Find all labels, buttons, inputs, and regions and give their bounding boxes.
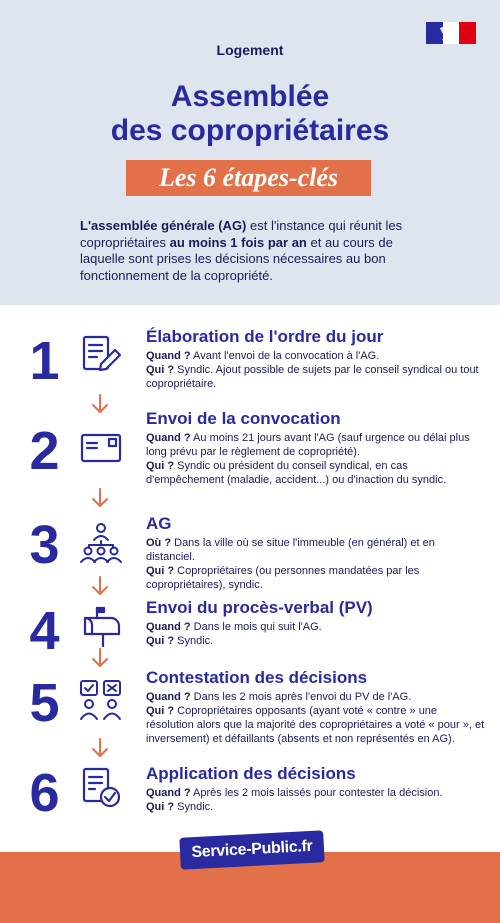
intro-bold-1: L'assemblée générale (AG): [80, 218, 247, 233]
arrow-down-icon: [91, 394, 109, 414]
step-1-who: [146, 363, 486, 391]
title-line-1: Assemblée: [170, 80, 330, 113]
step-3-who: [146, 564, 486, 592]
step-6-title: Application des décisions: [146, 764, 356, 783]
step-3-where-text: Dans la ville où se situe l'immeuble (en général) et en distanciel.: [146, 537, 435, 563]
step-3-where: [146, 536, 486, 564]
step-2-who: [146, 459, 486, 487]
step-6-who-label: Qui ?: [146, 801, 175, 813]
arrow-down-icon: [91, 488, 109, 508]
step-1-title: Élaboration de l'ordre du jour: [146, 327, 384, 346]
step-2-when-label: Quand ?: [146, 432, 191, 444]
step-3: [146, 514, 486, 592]
page-title: [0, 80, 500, 148]
step-1-when: [146, 349, 486, 363]
step-2-number: 2: [29, 421, 60, 481]
step-1-when-text: Avant l'envoi de la convocation à l'AG.: [190, 350, 380, 362]
step-5-when-label: Quand ?: [146, 691, 191, 703]
step-5-when-text: Dans les 2 mois après l'envoi du PV de l'AG.: [190, 691, 412, 703]
step-1-who-label: Qui ?: [146, 364, 175, 376]
step-5-who: [146, 704, 486, 746]
document-pencil-icon: [79, 334, 123, 378]
step-2-when-text: Au moins 21 jours avant l'AG (sauf urgence ou délai plus long prévu par le règlement de copropriété).: [146, 432, 470, 458]
title-line-2: des copropriétaires: [110, 114, 390, 147]
step-2-who-label: Qui ?: [146, 460, 175, 472]
step-3-who-label: Qui ?: [146, 565, 175, 577]
intro-text-2: et au cours de laquelle sont prises les décisions nécessaires au bon fonctionnement de la copropriété.: [80, 234, 393, 283]
step-1: [146, 327, 486, 391]
step-4-when-label: Quand ?: [146, 621, 191, 633]
step-6-when: [146, 786, 486, 800]
step-6-when-label: Quand ?: [146, 787, 191, 799]
group-people-icon: [79, 520, 123, 564]
step-3-number: 3: [29, 515, 60, 575]
mailbox-icon: [79, 604, 123, 648]
step-5: [146, 668, 486, 746]
step-5-who-label: Qui ?: [146, 705, 175, 717]
step-6-who-text: Syndic.: [174, 801, 214, 813]
step-5-when: [146, 690, 486, 704]
step-5-who-text: Copropriétaires opposants (ayant voté « contre » une résolution alors que la majorité des copropriétaires a voté « pour », et inversement) et défaillants (absents et non représentés en AG).: [146, 705, 485, 745]
step-1-number: 1: [29, 331, 60, 391]
french-republic-logo: [426, 22, 476, 44]
step-4: [146, 598, 486, 648]
arrow-down-icon: [91, 738, 109, 758]
intro-text-1: est l'instance qui réunit les copropriétaires: [80, 218, 403, 250]
step-4-who-label: Qui ?: [146, 635, 175, 647]
step-4-when: [146, 620, 486, 634]
document-check-icon: [79, 766, 123, 810]
step-2-title: Envoi de la convocation: [146, 409, 341, 428]
step-4-who-text: Syndic.: [174, 635, 214, 647]
vote-dispute-icon: [79, 678, 123, 722]
step-1-who-text: Syndic. Ajout possible de sujets par le conseil syndical ou tout copropriétaire.: [146, 364, 479, 390]
step-4-number: 4: [29, 601, 60, 661]
subtitle-banner: Les 6 étapes-clés: [126, 160, 371, 196]
step-2: [146, 409, 486, 487]
step-3-where-label: Où ?: [146, 537, 172, 549]
step-1-when-label: Quand ?: [146, 350, 191, 362]
step-6-who: [146, 800, 486, 814]
intro-paragraph: [80, 218, 420, 284]
arrow-down-icon: [91, 576, 109, 596]
step-3-who-text: Copropriétaires (ou personnes mandatées par les copropriétaires), syndic.: [146, 565, 420, 591]
step-5-number: 5: [29, 673, 60, 733]
step-5-title: Contestation des décisions: [146, 668, 368, 687]
category-label: Logement: [216, 42, 284, 58]
step-3-title: AG: [146, 514, 172, 533]
envelope-icon: [79, 426, 123, 470]
step-2-who-text: Syndic ou président du conseil syndical, en cas d'empêchement (maladie, accident...) ou d'inaction du syndic.: [146, 460, 447, 486]
step-4-who: [146, 634, 486, 648]
step-4-when-text: Dans le mois qui suit l'AG.: [190, 621, 322, 633]
step-2-when: [146, 431, 486, 459]
step-4-title: Envoi du procès-verbal (PV): [146, 598, 373, 617]
step-6: [146, 764, 486, 814]
intro-bold-2: au moins 1 fois par an: [169, 234, 307, 250]
service-public-logo[interactable]: Service-Public.fr: [179, 830, 324, 869]
arrow-down-icon: [91, 648, 109, 668]
step-6-number: 6: [29, 763, 60, 823]
step-6-when-text: Après les 2 mois laissés pour contester la décision.: [190, 787, 443, 799]
